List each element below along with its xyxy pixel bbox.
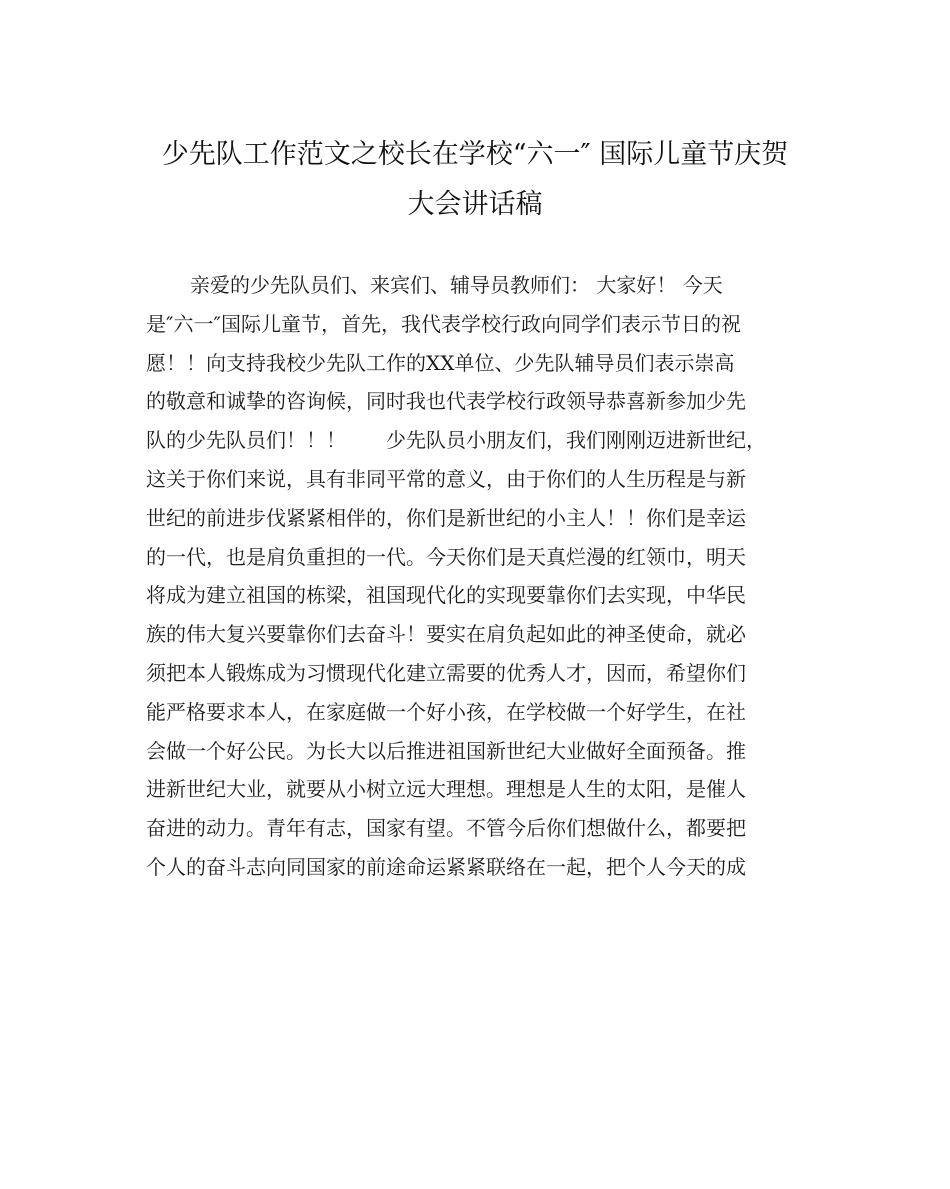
title-line-2: 大会讲话稿: [407, 189, 543, 220]
body-line: 的一代，也是肩负重担的一代。今天你们是天真烂漫的红领巾，明天: [146, 544, 746, 569]
speech-body: [146, 266, 806, 887]
body-line: 族的伟大复兴要靠你们去奋斗！要实在肩负起如此的神圣使命，就必: [146, 622, 746, 647]
body-line: 奋进的动力。青年有志，国家有望。不管今后你们想做什么，都要把: [146, 816, 746, 841]
body-line: 愿！！向支持我校少先队工作的XX单位、少先队辅导员们表示崇高: [146, 350, 735, 375]
body-line: 须把本人锻炼成为习惯现代化建立需要的优秀人才，因而，希望你们: [146, 660, 746, 685]
body-line: 将成为建立祖国的栋梁，祖国现代化的实现要靠你们去实现，中华民: [146, 583, 746, 608]
title-line-1: 少先队工作范文之校长在学校“六一″ 国际儿童节庆贺: [161, 139, 789, 170]
body-line: 的敬意和诚挚的咨询候，同时我也代表学校行政领导恭喜新参加少先: [146, 389, 746, 414]
body-line: 是″六一″国际儿童节，首先，我代表学校行政向同学们表示节日的祝: [146, 311, 741, 336]
document-title: [140, 130, 810, 230]
body-line: 世纪的前进步伐紧紧相伴的，你们是新世纪的小主人！！你们是幸运: [146, 505, 746, 530]
body-line: 这关于你们来说，具有非同平常的意义，由于你们的人生历程是与新: [146, 466, 746, 491]
body-line: 进新世纪大业，就要从小树立远大理想。理想是人生的太阳，是催人: [146, 777, 746, 802]
body-line: 队的少先队员们！！！ 少先队员小朋友们，我们刚刚迈进新世纪，: [146, 428, 766, 453]
body-line: 会做一个好公民。为长大以后推进祖国新世纪大业做好全面预备。推: [146, 738, 746, 763]
body-line: 能严格要求本人，在家庭做一个好小孩，在学校做一个好学生，在社: [146, 699, 746, 724]
body-line: 亲爱的少先队员们、来宾们、辅导员教师们： 大家好！ 今天: [190, 273, 723, 297]
body-line: 个人的奋斗志向同国家的前途命运紧紧联络在一起，把个人今天的成: [146, 854, 746, 879]
